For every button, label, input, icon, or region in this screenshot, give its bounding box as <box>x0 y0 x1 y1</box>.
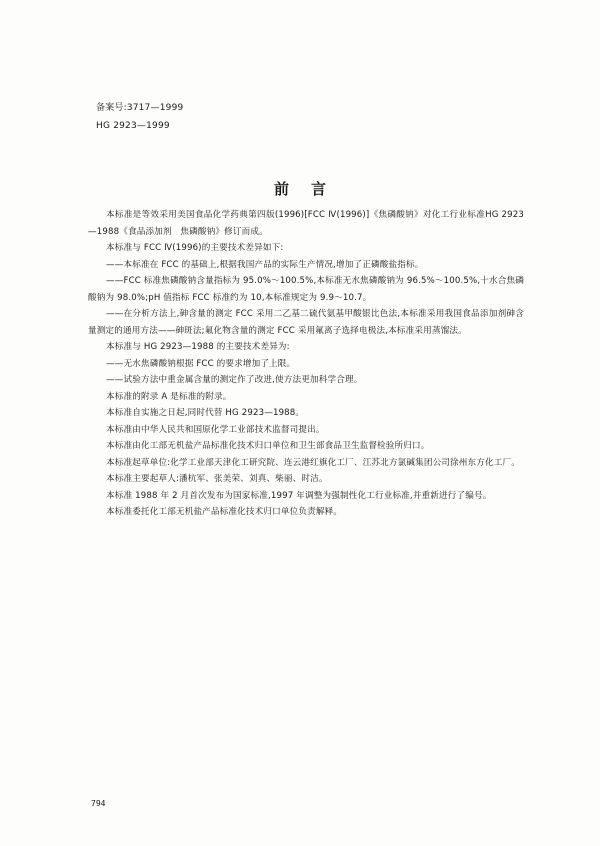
paragraph-drafting-units: 本标准起草单位:化学工业部天津化工研究院、连云港红旗化工厂、江苏北方氯碱集团公司徐州东方化工厂。 <box>106 457 521 468</box>
paragraph-drafters: 本标准主要起草人:潘杭军、张美荣、刘真、柴丽、时洁。 <box>106 474 328 484</box>
paragraph-hg-differences-heading: 本标准与 HG 2923—1988 的主要技术差异为: <box>106 342 290 352</box>
paragraph-fcc-difference-1: ——本标准在 FCC 的基础上,根据我国产品的实际生产情况,增加了正磷酸盐指标。 <box>106 259 424 270</box>
paragraph-fcc-difference-3: ——在分析方法上,砷含量的测定 FCC 采用二乙基二硫代氨基甲酸银比色法,本标准采用我国食品添加剂砷含量测定的通用方法——砷斑法;氟化物含量的测定 FCC 采用氟离子选择电极法,本标准采用蒸馏法。 <box>88 309 524 336</box>
preface-body <box>88 207 524 521</box>
paragraph-fcc-differences-heading: 本标准与 FCC Ⅳ(1996)的主要技术差异如下: <box>106 243 284 253</box>
document-header <box>96 99 183 135</box>
paragraph-hg-difference-1: ——无水焦磷酸钠根据 FCC 的要求增加了上限。 <box>106 358 296 369</box>
record-number: 备案号:3717—1999 <box>96 103 184 113</box>
paragraph-fcc-difference-2: ——FCC 标准焦磷酸钠含量指标为 95.0%～100.5%,本标准无水焦磷酸钠为 96.5%～100.5%,十水合焦磷酸钠为 98.0%;pH 值指标 FCC 标准约为 10,本标准规定为 9.9～10.7。 <box>88 276 524 303</box>
preface-title: 前言 <box>273 180 348 198</box>
paragraph-administrator: 本标准由化工部无机盐产品标准化技术归口单位和卫生部食品卫生监督检验所归口。 <box>106 441 430 451</box>
standard-code: HG 2923—1999 <box>96 121 170 131</box>
paragraph-proposer: 本标准由中华人民共和国原化学工业部技术监督司提出。 <box>106 424 325 435</box>
paragraph-appendix-note: 本标准的附录 A 是标准的附录。 <box>106 391 232 402</box>
paragraph-adoption-statement: 本标准是等效采用美国食品化学药典第四版(1996)[FCC Ⅳ(1996)]《焦磷酸钠》对化工行业标准HG 2923—1988《食品添加剂 焦磷酸钠》修订而成。 <box>88 210 524 237</box>
paragraph-hg-difference-2: ——试验方法中重金属含量的测定作了改进,使方法更加科学合理。 <box>106 375 363 385</box>
paragraph-history: 本标准 1988 年 2 月首次发布为国家标准,1997 年调整为强制性化工行业标准,并重新进行了编号。 <box>106 490 492 501</box>
paragraph-replacement-note: 本标准自实施之日起,同时代替 HG 2923—1988。 <box>106 408 305 418</box>
paragraph-interpretation: 本标准委托化工部无机盐产品标准化技术归口单位负责解释。 <box>106 507 343 517</box>
page-number: 794 <box>91 799 106 808</box>
